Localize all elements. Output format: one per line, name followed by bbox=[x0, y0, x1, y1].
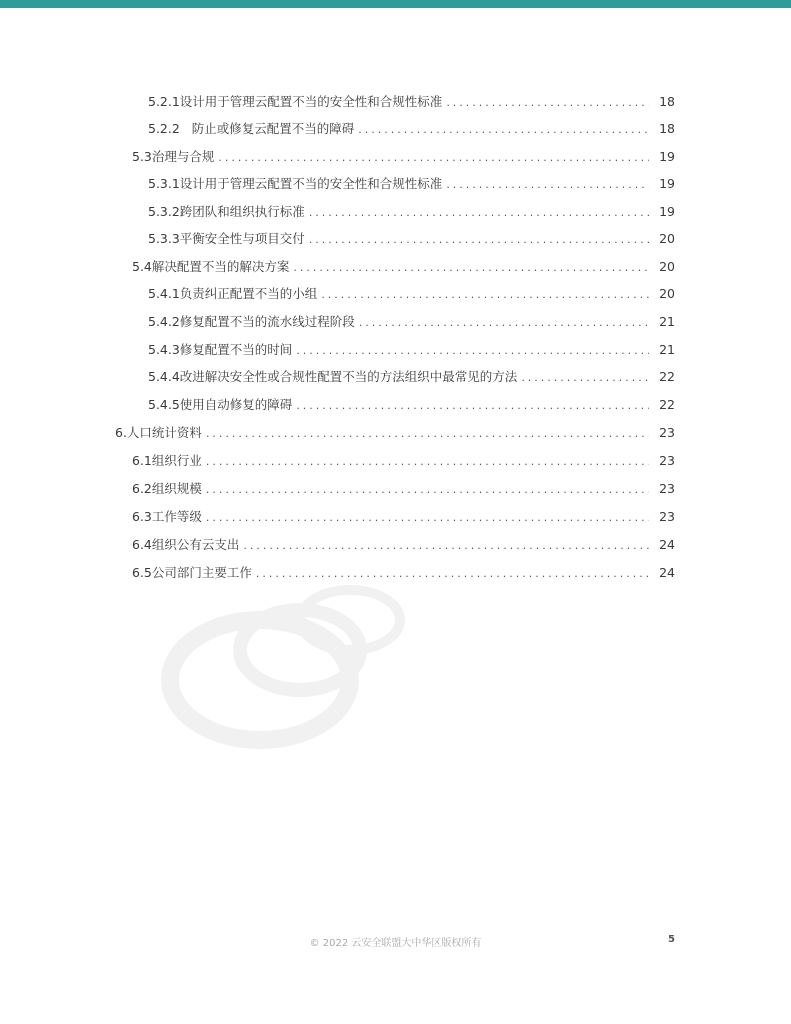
toc-entry-page: 19 bbox=[659, 204, 675, 219]
toc-entry-page: 19 bbox=[659, 149, 675, 164]
toc-entry[interactable] bbox=[148, 202, 675, 222]
toc-entry-title: 5.2.2 防止或修复云配置不当的障碍 bbox=[148, 121, 355, 136]
toc-leader-dots bbox=[521, 369, 649, 387]
toc-entry-page: 23 bbox=[659, 481, 675, 496]
toc-entry[interactable] bbox=[148, 312, 675, 332]
toc-leader-dots bbox=[358, 121, 649, 139]
toc-entry-title: 5.3治理与合规 bbox=[132, 149, 215, 164]
toc-entry-title: 5.2.1设计用于管理云配置不当的安全性和合规性标准 bbox=[148, 94, 443, 109]
toc-leader-dots bbox=[206, 425, 649, 443]
toc-entry-title: 6.5公司部门主要工作 bbox=[132, 565, 252, 580]
toc-leader-dots bbox=[206, 509, 649, 527]
toc-entry[interactable] bbox=[132, 451, 675, 471]
toc-entry[interactable] bbox=[132, 563, 675, 583]
toc-entry-title: 5.4.4改进解决安全性或合规性配置不当的方法组织中最常见的方法 bbox=[148, 369, 518, 384]
toc-entry-page: 20 bbox=[659, 231, 675, 246]
toc-leader-dots bbox=[296, 342, 649, 360]
toc-entry-page: 23 bbox=[659, 509, 675, 524]
toc-leader-dots bbox=[293, 259, 649, 277]
toc-entry[interactable] bbox=[148, 395, 675, 415]
toc-entry-page: 18 bbox=[659, 94, 675, 109]
toc-entry-page: 23 bbox=[659, 453, 675, 468]
toc-entry-page: 21 bbox=[659, 342, 675, 357]
toc-entry-title: 6.3工作等级 bbox=[132, 509, 202, 524]
toc-entry[interactable] bbox=[148, 119, 675, 139]
toc-entry-title: 5.3.2跨团队和组织执行标准 bbox=[148, 204, 305, 219]
toc-leader-dots bbox=[446, 94, 649, 112]
toc-leader-dots bbox=[359, 314, 649, 332]
toc-entry-page: 22 bbox=[659, 369, 675, 384]
toc-leader-dots bbox=[296, 397, 649, 415]
toc-leader-dots bbox=[218, 149, 649, 167]
toc-entry-title: 5.4.1负责纠正配置不当的小组 bbox=[148, 286, 318, 301]
toc-leader-dots bbox=[206, 453, 649, 471]
toc-entry-page: 20 bbox=[659, 286, 675, 301]
toc-leader-dots bbox=[309, 231, 649, 249]
toc-entry[interactable] bbox=[132, 535, 675, 555]
toc-entry[interactable] bbox=[115, 423, 675, 443]
toc-entry[interactable] bbox=[132, 257, 675, 277]
toc-entry[interactable] bbox=[148, 229, 675, 249]
toc-entry-page: 22 bbox=[659, 397, 675, 412]
toc-entry-title: 5.4.2修复配置不当的流水线过程阶段 bbox=[148, 314, 355, 329]
toc-entry-page: 24 bbox=[659, 565, 675, 580]
toc-leader-dots bbox=[243, 537, 649, 555]
toc-leader-dots bbox=[446, 176, 649, 194]
toc-entry-page: 19 bbox=[659, 176, 675, 191]
toc-entry-title: 6.1组织行业 bbox=[132, 453, 202, 468]
toc-entry-title: 6.2组织规模 bbox=[132, 481, 202, 496]
toc-entry-title: 5.3.3平衡安全性与项目交付 bbox=[148, 231, 305, 246]
toc-entry-title: 5.4.3修复配置不当的时间 bbox=[148, 342, 293, 357]
toc-entry[interactable] bbox=[132, 479, 675, 499]
toc-leader-dots bbox=[321, 286, 649, 304]
footer-copyright: © 2022 云安全联盟大中华区版权所有 bbox=[309, 938, 482, 949]
toc-entry-page: 18 bbox=[659, 121, 675, 136]
toc-entry-title: 5.4解决配置不当的解决方案 bbox=[132, 259, 290, 274]
toc-entry-title: 5.3.1设计用于管理云配置不当的安全性和合规性标准 bbox=[148, 176, 443, 191]
toc-leader-dots bbox=[256, 565, 649, 583]
toc-entry[interactable] bbox=[148, 284, 675, 304]
toc-entry[interactable] bbox=[148, 92, 675, 112]
toc-entry[interactable] bbox=[148, 340, 675, 360]
toc-entry[interactable] bbox=[132, 507, 675, 527]
toc-leader-dots bbox=[309, 204, 649, 222]
toc-entry-title: 5.4.5使用自动修复的障碍 bbox=[148, 397, 293, 412]
toc-entry[interactable] bbox=[148, 367, 675, 387]
toc-entry-page: 23 bbox=[659, 425, 675, 440]
toc-entry-page: 21 bbox=[659, 314, 675, 329]
toc-entry-page: 24 bbox=[659, 537, 675, 552]
toc-entry[interactable] bbox=[148, 174, 675, 194]
toc-entry-title: 6.人口统计资料 bbox=[115, 425, 202, 440]
toc-entry-page: 20 bbox=[659, 259, 675, 274]
toc-leader-dots bbox=[206, 481, 649, 499]
footer-page-number: 5 bbox=[668, 934, 675, 945]
toc-entry[interactable] bbox=[132, 147, 675, 167]
toc-entry-title: 6.4组织公有云支出 bbox=[132, 537, 240, 552]
